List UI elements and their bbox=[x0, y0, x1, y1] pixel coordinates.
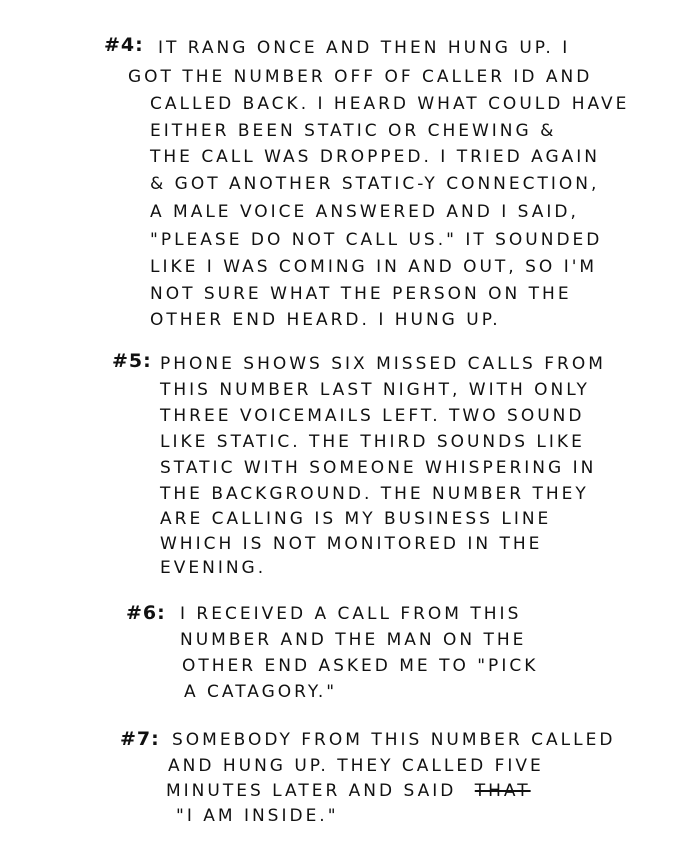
entry-line: LIKE STATIC. THE THIRD SOUNDS LIKE bbox=[160, 432, 585, 452]
entry-number: #5: bbox=[112, 350, 152, 372]
entry-number: #7: bbox=[120, 728, 160, 750]
entry-line: EITHER BEEN STATIC OR CHEWING & bbox=[150, 121, 557, 141]
entry-line bbox=[166, 781, 531, 801]
entry-line: THREE VOICEMAILS LEFT. TWO SOUND bbox=[160, 406, 585, 426]
entry-line: PHONE SHOWS SIX MISSED CALLS FROM bbox=[160, 354, 606, 374]
entry-line: WHICH IS NOT MONITORED IN THE bbox=[160, 534, 543, 554]
entry-line: THE BACKGROUND. THE NUMBER THEY bbox=[160, 484, 589, 504]
entry-line: SOMEBODY FROM THIS NUMBER CALLED bbox=[172, 730, 616, 750]
entry-line: NOT SURE WHAT THE PERSON ON THE bbox=[150, 284, 572, 304]
entry-line: LIKE I WAS COMING IN AND OUT, SO I'M bbox=[150, 257, 598, 277]
entry-line: THIS NUMBER LAST NIGHT, WITH ONLY bbox=[160, 380, 590, 400]
entry-line: I RECEIVED A CALL FROM THIS bbox=[180, 604, 522, 624]
entry-line: A MALE VOICE ANSWERED AND I SAID, bbox=[150, 202, 579, 222]
struck-out-word: THAT bbox=[474, 781, 531, 801]
entry-number: #4: bbox=[104, 34, 144, 56]
entry-line: NUMBER AND THE MAN ON THE bbox=[180, 630, 527, 650]
entry-line: OTHER END HEARD. I HUNG UP. bbox=[150, 310, 501, 330]
entry-line: OTHER END ASKED ME TO "PICK bbox=[182, 656, 539, 676]
entry-line-text: MINUTES LATER AND SAID bbox=[166, 781, 457, 801]
entry-line: AND HUNG UP. THEY CALLED FIVE bbox=[168, 756, 544, 776]
entry-line: THE CALL WAS DROPPED. I TRIED AGAIN bbox=[150, 147, 601, 167]
entry-line: "I AM INSIDE." bbox=[176, 806, 339, 826]
entry-line: A CATAGORY." bbox=[184, 682, 338, 702]
entry-line: STATIC WITH SOMEONE WHISPERING IN bbox=[160, 458, 597, 478]
entry-line: IT RANG ONCE AND THEN HUNG UP. I bbox=[158, 38, 571, 58]
entry-line: "PLEASE DO NOT CALL US." IT SOUNDED bbox=[150, 230, 603, 250]
entry-line: EVENING. bbox=[160, 558, 267, 578]
entry-line: ARE CALLING IS MY BUSINESS LINE bbox=[160, 509, 552, 529]
entry-line: CALLED BACK. I HEARD WHAT COULD HAVE bbox=[150, 94, 630, 114]
entry-number: #6: bbox=[126, 602, 166, 624]
entry-line: GOT THE NUMBER OFF OF CALLER ID AND bbox=[128, 67, 593, 87]
entry-line: & GOT ANOTHER STATIC-Y CONNECTION, bbox=[150, 174, 600, 194]
